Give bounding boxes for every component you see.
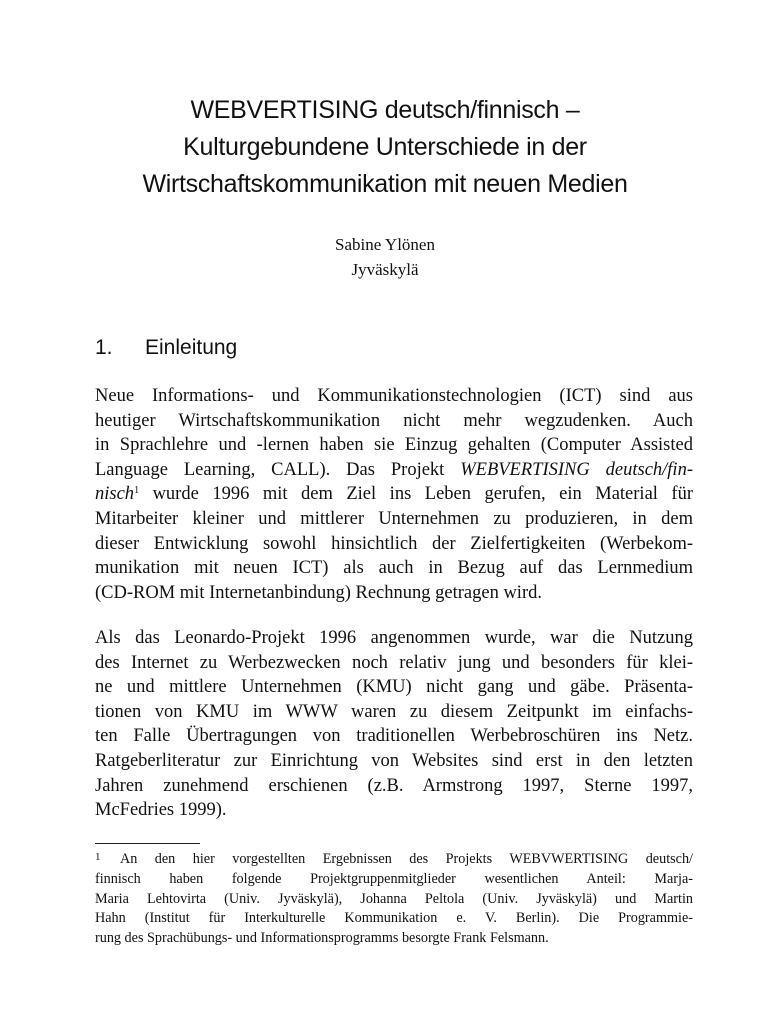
text-line: Als das Leonardo-Projekt 1996 angenommen wurde, war die Nutzung [95, 628, 693, 648]
footnote-divider [95, 843, 200, 844]
footnote-line: An den hier vorgestellten Ergebnissen des Projekts WEBVWERTISING deutsch/ [120, 851, 693, 867]
text-line: tionen von KMU im WWW waren zu diesem Zeitpunkt im einfachs- [95, 701, 693, 722]
title-line: WEBVERTISING deutsch/finnisch – [190, 96, 580, 124]
text-line: Ratgeberliteratur zur Einrichtung von Websites sind erst in den letzten [95, 750, 693, 771]
footnote-line: Maria Lehtovirta (Univ. Jyväskylä), Johanna Peltola (Univ. Jyväskylä) und Martin [95, 890, 693, 907]
author-name: Sabine Ylönen [335, 235, 435, 254]
author-affiliation: Jyväskylä [351, 260, 419, 279]
text-line: Mitarbeiter kleiner und mittlerer Unternehmen zu produzieren, in dem [95, 508, 693, 529]
footnote-mark: 1 [95, 851, 101, 863]
text-segment: Language Learning, CALL). Das Projekt [95, 459, 461, 480]
text-line [95, 458, 693, 483]
text-line: dieser Entwicklung sowohl hinsichtlich der Zielfertigkeiten (Werbekom- [95, 533, 693, 554]
text-line: ten Falle Übertragungen von traditionellen Werbebroschüren ins Netz. [95, 726, 693, 747]
text-line [95, 482, 693, 507]
footnote-body [95, 850, 693, 949]
section-number: 1. [95, 336, 113, 359]
footnote-line: finnisch haben folgende Projektgruppenmitglieder wesentlichen Anteil: Marja- [95, 870, 693, 887]
title-line: Kulturgebundene Unterschiede in der [183, 133, 587, 161]
title-line: Wirtschaftskommunikation mit neuen Medien [142, 170, 628, 198]
footnote-line: rung des Sprachübungs- und Informationsprogramms besorgte Frank Felsmann. [95, 930, 549, 947]
text-line: des Internet zu Werbezwecken noch relativ jung und besonders für klei- [95, 652, 693, 673]
text-line: Jahren zunehmend erschienen (z.B. Armstrong 1997, Sterne 1997, [95, 775, 693, 796]
footnote-1 [95, 850, 693, 949]
text-line: in Sprachlehre und -lernen haben sie Einzug gehalten (Computer Assisted [95, 435, 693, 456]
text-segment: wurde 1996 mit dem Ziel ins Leben gerufen, ein Material für [139, 484, 693, 505]
text-line: ne und mittlere Unternehmen (KMU) nicht gang und gäbe. Präsenta- [95, 677, 693, 698]
text-line: Neue Informations- und Kommunikationstechnologien (ICT) sind aus [95, 386, 693, 406]
text-line: McFedries 1999). [95, 800, 227, 821]
section-title: Einleitung [145, 336, 238, 359]
footnote-reference[interactable]: 1 [134, 485, 140, 497]
paper-title [60, 92, 710, 203]
text-line: munikation mit neuen ICT) als auch in Bezug auf das Lernmedium [95, 558, 693, 579]
paragraph-2 [95, 626, 693, 823]
section-heading [95, 334, 237, 362]
author-block [0, 232, 770, 282]
text-line: heutiger Wirtschaftskommunikation nicht mehr wegzudenken. Auch [95, 410, 693, 431]
project-name-italic: WEBVERTISING deutsch/fin- [460, 459, 693, 480]
footnote-line: Hahn (Institut für Interkulturelle Kommunikation e. V. Berlin). Die Programmie- [95, 910, 693, 927]
paragraph-1 [95, 384, 693, 605]
text-line: (CD-ROM mit Internetanbindung) Rechnung getragen wird. [95, 582, 542, 603]
project-name-italic: nisch [95, 484, 135, 505]
